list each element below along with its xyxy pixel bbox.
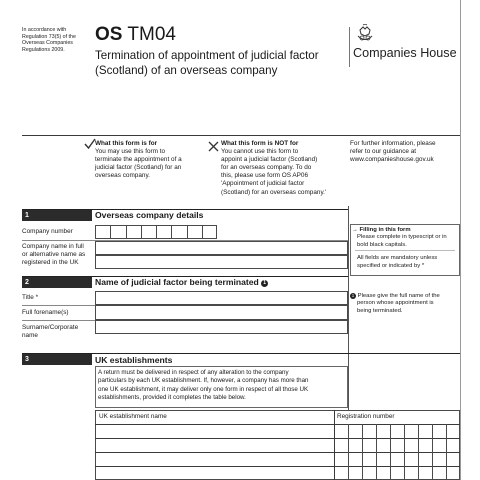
- forenames-field[interactable]: [95, 305, 348, 320]
- info-icon: 1: [351, 293, 355, 298]
- is-for-heading: What this form is for: [95, 140, 158, 147]
- surname-field[interactable]: [95, 320, 348, 334]
- brand-name: Companies House: [353, 46, 457, 60]
- registration-number-cell-divider: [446, 424, 447, 480]
- company-number-cell-divider: [156, 225, 157, 239]
- arrow-right-icon: →: [352, 227, 358, 233]
- filling-note-divider: [355, 250, 455, 251]
- name-note: 1 Please give the full name of the person whose appointment is being terminated.: [351, 293, 440, 314]
- title-label: Title *: [22, 294, 39, 301]
- surname-label: Surname/Corporate name: [22, 324, 79, 339]
- is-not-for-block: What this form is NOT for You cannot use this form to appoint a judicial factor (Scotland) for an overseas company. To do this, please use form OS AP06 'Appointment of judicial factor (Scotland) for an overseas company.': [221, 140, 346, 197]
- establishment-name-cell[interactable]: [96, 439, 333, 452]
- section-2-title: Name of judicial factor being terminated 1: [95, 277, 268, 287]
- company-name-field-1[interactable]: [95, 241, 348, 255]
- info-icon: 1: [261, 280, 268, 287]
- company-number-cell-divider: [110, 225, 111, 239]
- company-name-field-2[interactable]: [95, 255, 348, 269]
- is-not-for-heading: What this form is NOT for: [221, 140, 299, 147]
- section-3-notice: A return must be delivered in respect of any alteration to the company particulars by each UK establishment. If, however, a company has more than one UK establishment, it may deliver only one form in respect of all those UK establishments, provided it completes the table below.: [98, 369, 309, 402]
- col-establishment-name: UK establishment name: [99, 413, 167, 420]
- registration-number-cell-divider: [418, 424, 419, 480]
- brand-divider: [349, 27, 350, 67]
- col-registration-number: Registration number: [337, 413, 395, 420]
- info-block: For further information, please refer to our guidance at www.companieshouse.gov.uk: [350, 140, 436, 164]
- establishment-name-cell[interactable]: [96, 453, 333, 466]
- is-for-block: What this form is for You may use this form to terminate the appointment of a judicial factor (Scotland) for an overseas company.: [95, 140, 205, 180]
- section-3-number: 3: [22, 354, 92, 365]
- regulation-note: In accordance with Regulation 73(5) of the Overseas Companies Regulations 2009.: [22, 27, 76, 53]
- registration-number-cell-divider: [348, 424, 349, 480]
- section-3-title: UK establishments: [95, 355, 173, 365]
- registration-number-cell-divider: [390, 424, 391, 480]
- company-number-cell-divider: [171, 225, 172, 239]
- right-edge: [460, 0, 461, 480]
- registration-number-cell-divider: [362, 424, 363, 480]
- company-number-cell-divider: [202, 225, 203, 239]
- row-rule: [22, 305, 95, 306]
- section-2-number: 2: [22, 277, 92, 288]
- table-col-divider: [334, 410, 335, 480]
- establishment-name-cell[interactable]: [96, 425, 333, 438]
- section-1-number: 1: [22, 210, 92, 221]
- form-title: Termination of appointment of judicial factor (Scotland) of an overseas company: [95, 49, 319, 77]
- establishment-name-cell[interactable]: [96, 467, 333, 480]
- company-number-cell-divider: [126, 225, 127, 239]
- intro-rule: [22, 135, 460, 136]
- forenames-label: Full forename(s): [22, 309, 69, 316]
- company-number-label: Company number: [22, 228, 73, 235]
- filling-note: → Filling in this form Please complete in typescript or in bold black capitals. All fields are mandatory unless specified or indicated by *: [352, 227, 458, 270]
- form-code-number: TM04: [127, 24, 176, 45]
- company-number-cell-divider: [187, 225, 188, 239]
- cross-icon: [208, 139, 219, 150]
- crest-icon: [354, 24, 376, 46]
- registration-number-cell-divider: [376, 424, 377, 480]
- registration-number-cell-divider: [404, 424, 405, 480]
- row-rule: [22, 320, 95, 321]
- form-code-prefix: OS: [95, 24, 123, 45]
- section-1-title: Overseas company details: [95, 210, 204, 220]
- form-code: [95, 24, 176, 46]
- registration-number-cell-divider: [432, 424, 433, 480]
- company-number-cell-divider: [141, 225, 142, 239]
- company-name-label: Company name in full or alternative name as registered in the UK: [22, 243, 86, 266]
- title-field[interactable]: [95, 291, 348, 305]
